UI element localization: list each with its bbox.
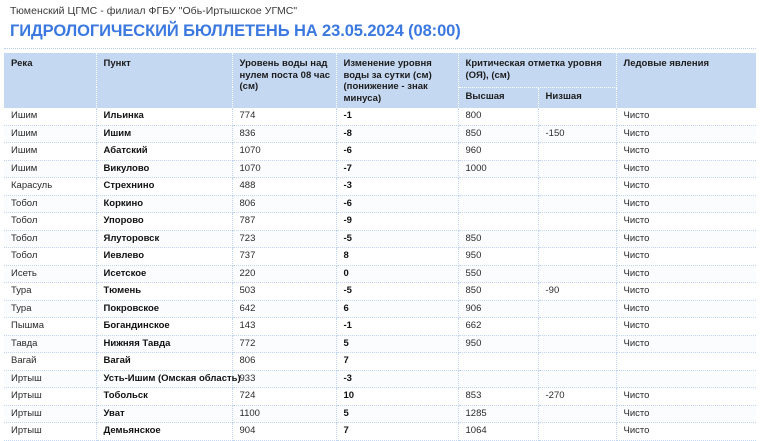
table-row (4, 213, 756, 231)
cell-level: 806 (232, 353, 336, 371)
cell-level: 723 (232, 230, 336, 248)
cell-change: 0 (336, 265, 458, 283)
cell-low (538, 230, 616, 248)
cell-level: 220 (232, 265, 336, 283)
table-row (4, 160, 756, 178)
cell-change: -8 (336, 125, 458, 143)
cell-point: Коркино (96, 195, 232, 213)
cell-point: Вагай (96, 353, 232, 371)
cell-river: Тобол (4, 248, 96, 266)
cell-high: 1285 (458, 405, 538, 423)
cell-high: 906 (458, 300, 538, 318)
cell-river: Ишим (4, 160, 96, 178)
cell-ice: Чисто (616, 283, 756, 301)
cell-ice: Чисто (616, 143, 756, 161)
cell-point: Стрехнино (96, 178, 232, 196)
cell-ice: Чисто (616, 195, 756, 213)
cell-level: 806 (232, 195, 336, 213)
cell-ice: Чисто (616, 265, 756, 283)
cell-river: Иртыш (4, 405, 96, 423)
cell-ice (616, 370, 756, 388)
cell-level: 772 (232, 335, 336, 353)
table-row (4, 283, 756, 301)
cell-point: Покровское (96, 300, 232, 318)
cell-river: Ишим (4, 143, 96, 161)
cell-point: Иевлево (96, 248, 232, 266)
cell-level: 642 (232, 300, 336, 318)
cell-level: 1070 (232, 160, 336, 178)
cell-level: 143 (232, 318, 336, 336)
table-row (4, 353, 756, 371)
cell-low (538, 335, 616, 353)
cell-point: Викулово (96, 160, 232, 178)
cell-ice: Чисто (616, 248, 756, 266)
cell-ice: Чисто (616, 388, 756, 406)
cell-point: Ишим (96, 125, 232, 143)
cell-ice: Чисто (616, 318, 756, 336)
cell-point: Усть-Ишим (Омская область) (96, 370, 232, 388)
cell-ice: Чисто (616, 160, 756, 178)
cell-river: Тура (4, 283, 96, 301)
cell-river: Иртыш (4, 388, 96, 406)
table-row (4, 388, 756, 406)
cell-low (538, 143, 616, 161)
cell-change: 6 (336, 300, 458, 318)
cell-river: Тобол (4, 195, 96, 213)
cell-high: 850 (458, 230, 538, 248)
cell-ice: Чисто (616, 423, 756, 441)
cell-low (538, 178, 616, 196)
cell-ice: Чисто (616, 335, 756, 353)
table-row (4, 143, 756, 161)
cell-level: 488 (232, 178, 336, 196)
column-header-water-level: Уровень воды над нулем поста 08 час (см) (232, 53, 336, 108)
cell-change: -5 (336, 230, 458, 248)
cell-point: Ялуторовск (96, 230, 232, 248)
column-header-critical-high: Высшая (458, 87, 538, 108)
organization-line: Тюменский ЦГМС - филиал ФГБУ "Обь-Иртышское УГМС" (10, 5, 298, 17)
cell-high: 662 (458, 318, 538, 336)
table-body (4, 108, 756, 440)
table-row (4, 195, 756, 213)
cell-change: 5 (336, 335, 458, 353)
cell-low (538, 265, 616, 283)
cell-low (538, 300, 616, 318)
cell-low: -270 (538, 388, 616, 406)
cell-high (458, 353, 538, 371)
cell-river: Пышма (4, 318, 96, 336)
cell-point: Нижняя Тавда (96, 335, 232, 353)
cell-ice: Чисто (616, 178, 756, 196)
cell-change: 8 (336, 248, 458, 266)
cell-high: 950 (458, 248, 538, 266)
title-divider (4, 48, 756, 50)
cell-change: -7 (336, 160, 458, 178)
cell-change: -6 (336, 195, 458, 213)
cell-level: 737 (232, 248, 336, 266)
cell-river: Иртыш (4, 370, 96, 388)
column-header-ice-phenomena: Ледовые явления (616, 53, 756, 108)
cell-river: Ишим (4, 125, 96, 143)
cell-river: Карасуль (4, 178, 96, 196)
cell-point: Упорово (96, 213, 232, 231)
cell-change: -1 (336, 318, 458, 336)
cell-level: 503 (232, 283, 336, 301)
cell-point: Богандинское (96, 318, 232, 336)
table-row (4, 265, 756, 283)
cell-change: -6 (336, 143, 458, 161)
cell-river: Ишим (4, 108, 96, 125)
cell-point: Исетское (96, 265, 232, 283)
cell-level: 1100 (232, 405, 336, 423)
cell-high: 1064 (458, 423, 538, 441)
cell-high (458, 370, 538, 388)
cell-point: Ильинка (96, 108, 232, 125)
cell-change: -3 (336, 178, 458, 196)
cell-ice: Чисто (616, 405, 756, 423)
cell-change: -1 (336, 108, 458, 125)
cell-change: -9 (336, 213, 458, 231)
cell-high: 800 (458, 108, 538, 125)
cell-ice: Чисто (616, 125, 756, 143)
cell-high (458, 213, 538, 231)
cell-point: Уват (96, 405, 232, 423)
cell-river: Исеть (4, 265, 96, 283)
cell-low (538, 108, 616, 125)
table-row (4, 370, 756, 388)
cell-point: Абатский (96, 143, 232, 161)
cell-river: Тобол (4, 213, 96, 231)
cell-ice: Чисто (616, 108, 756, 125)
cell-level: 1070 (232, 143, 336, 161)
table-row (4, 335, 756, 353)
page-title: ГИДРОЛОГИЧЕСКИЙ БЮЛЛЕТЕНЬ НА 23.05.2024 (08:00) (10, 22, 461, 40)
cell-river: Тура (4, 300, 96, 318)
cell-point: Демьянское (96, 423, 232, 441)
cell-high: 550 (458, 265, 538, 283)
cell-change: -5 (336, 283, 458, 301)
cell-ice: Чисто (616, 213, 756, 231)
table-row (4, 125, 756, 143)
column-header-critical-mark-group: Критическая отметка уровня (ОЯ), (см) (458, 53, 616, 87)
table-row (4, 108, 756, 125)
cell-ice: Чисто (616, 300, 756, 318)
table-row (4, 300, 756, 318)
cell-point: Тюмень (96, 283, 232, 301)
cell-river: Тавда (4, 335, 96, 353)
column-header-level-change: Изменение уровня воды за сутки (см) (понижение - знак минуса) (336, 53, 458, 108)
cell-change: 7 (336, 353, 458, 371)
cell-low (538, 405, 616, 423)
column-header-river: Река (4, 53, 96, 108)
column-header-critical-low: Низшая (538, 87, 616, 108)
table-row (4, 423, 756, 441)
cell-level: 933 (232, 370, 336, 388)
cell-high: 850 (458, 283, 538, 301)
hydrological-bulletin-table (4, 53, 756, 441)
cell-change: -3 (336, 370, 458, 388)
table-row (4, 248, 756, 266)
cell-low (538, 213, 616, 231)
cell-low: -150 (538, 125, 616, 143)
cell-low (538, 353, 616, 371)
cell-level: 724 (232, 388, 336, 406)
table-row (4, 230, 756, 248)
cell-river: Вагай (4, 353, 96, 371)
table-row (4, 178, 756, 196)
column-header-point: Пункт (96, 53, 232, 108)
cell-high: 850 (458, 125, 538, 143)
cell-high: 853 (458, 388, 538, 406)
cell-change: 7 (336, 423, 458, 441)
cell-low (538, 423, 616, 441)
cell-level: 787 (232, 213, 336, 231)
cell-ice: Чисто (616, 230, 756, 248)
cell-level: 904 (232, 423, 336, 441)
cell-low (538, 248, 616, 266)
cell-low (538, 160, 616, 178)
cell-high: 950 (458, 335, 538, 353)
cell-low (538, 318, 616, 336)
cell-river: Иртыш (4, 423, 96, 441)
cell-low: -90 (538, 283, 616, 301)
cell-low (538, 195, 616, 213)
cell-high (458, 195, 538, 213)
table-row (4, 405, 756, 423)
cell-high: 960 (458, 143, 538, 161)
table-row (4, 318, 756, 336)
cell-ice (616, 353, 756, 371)
cell-low (538, 370, 616, 388)
table-header (4, 53, 756, 108)
cell-high: 1000 (458, 160, 538, 178)
cell-change: 10 (336, 388, 458, 406)
cell-level: 774 (232, 108, 336, 125)
cell-level: 836 (232, 125, 336, 143)
cell-point: Тобольск (96, 388, 232, 406)
cell-high (458, 178, 538, 196)
cell-river: Тобол (4, 230, 96, 248)
cell-change: 5 (336, 405, 458, 423)
